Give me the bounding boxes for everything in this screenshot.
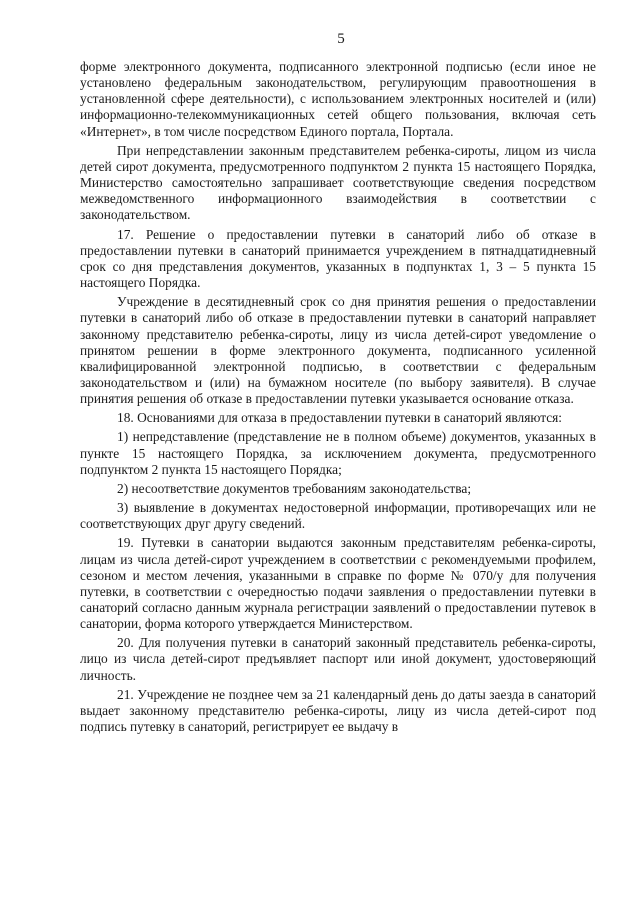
paragraph-17-notification: Учреждение в десятидневный срок со дня принятия решения о предоставлении путевки в санаторий либо об отказе в предоставлении путевки в санаторий направляет законному представителю ребенка-сироты, лицу из числа детей-сирот уведомление о принятом решении в форме электронного документа, подписанного усиленной квалифицированной электронной подписью, в соответствии с федеральным законодательством и (или) на бумажном носителе (по выбору заявителя). В случае принятия решения об отказе в предоставлении путевки указывается основание отказа. bbox=[80, 294, 596, 407]
paragraph-continuation: форме электронного документа, подписанного электронной подписью (если иное не установлено федеральным законодательством, регулирующим правоотношения в установленной сфере деятельности), с использованием электронных носителей и (или) информационно-телекоммуникационных сетей общего пользования, включая сеть «Интернет», в том числе посредством Единого портала, Портала. bbox=[80, 59, 596, 139]
paragraph-21: 21. Учреждение не позднее чем за 21 календарный день до даты заезда в санаторий выдает законному представителю ребенка-сироты, лицу из числа детей-сирот под подпись путевку в санаторий, регистрирует ее выдачу в bbox=[80, 686, 596, 735]
paragraph-19: 19. Путевки в санатории выдаются законным представителям ребенка-сироты, лицам из числа детей-сирот учреждением в соответствии с рекомендуемыми профилем, сезоном и местом лечения, указанными в справке по форме № 070/у для получения путевки, в соответствии с очередностью подачи заявления о предоставлении путевки в санаторий согласно данным журнала регистрации заявлений о предоставлении путевок в санатории, форма которого утверждается Министерством. bbox=[80, 535, 596, 632]
paragraph-18-item-3: 3) выявление в документах недостоверной информации, противоречащих или не соответствующих друг другу сведений. bbox=[80, 500, 596, 532]
page-number: 5 bbox=[337, 31, 345, 47]
paragraph-nonsubmission: При непредставлении законным представителем ребенка-сироты, лицом из числа детей сирот документа, предусмотренного подпунктом 2 пункта 15 настоящего Порядка, Министерство самостоятельно запрашивает соответствующие сведения посредством межведомственного информационного взаимодействия в соответствии с законодательством. bbox=[80, 142, 596, 223]
paragraph-18-item-2: 2) несоответствие документов требованиям законодательства; bbox=[117, 480, 472, 496]
paragraph-18: 18. Основаниями для отказа в предоставлении путевки в санаторий являются: bbox=[117, 410, 563, 426]
paragraph-18-item-1: 1) непредставление (представление не в полном объеме) документов, указанных в пункте 15 настоящего Порядка, за исключением документа, предусмотренного подпунктом 2 пункта 15 настоящего Порядка; bbox=[80, 429, 596, 477]
document-body bbox=[80, 59, 596, 735]
paragraph-20: 20. Для получения путевки в санаторий законный представитель ребенка-сироты, лицо из числа детей-сирот предъявляет паспорт или иной документ, удостоверяющий личность. bbox=[80, 635, 596, 683]
paragraph-17: 17. Решение о предоставлении путевки в санаторий либо об отказе в предоставлении путевки в санаторий принимается учреждением в пятнадцатидневный срок со дня представления документов, указанных в подпунктах 1, 3 – 5 пункта 15 настоящего Порядка. bbox=[80, 226, 596, 291]
